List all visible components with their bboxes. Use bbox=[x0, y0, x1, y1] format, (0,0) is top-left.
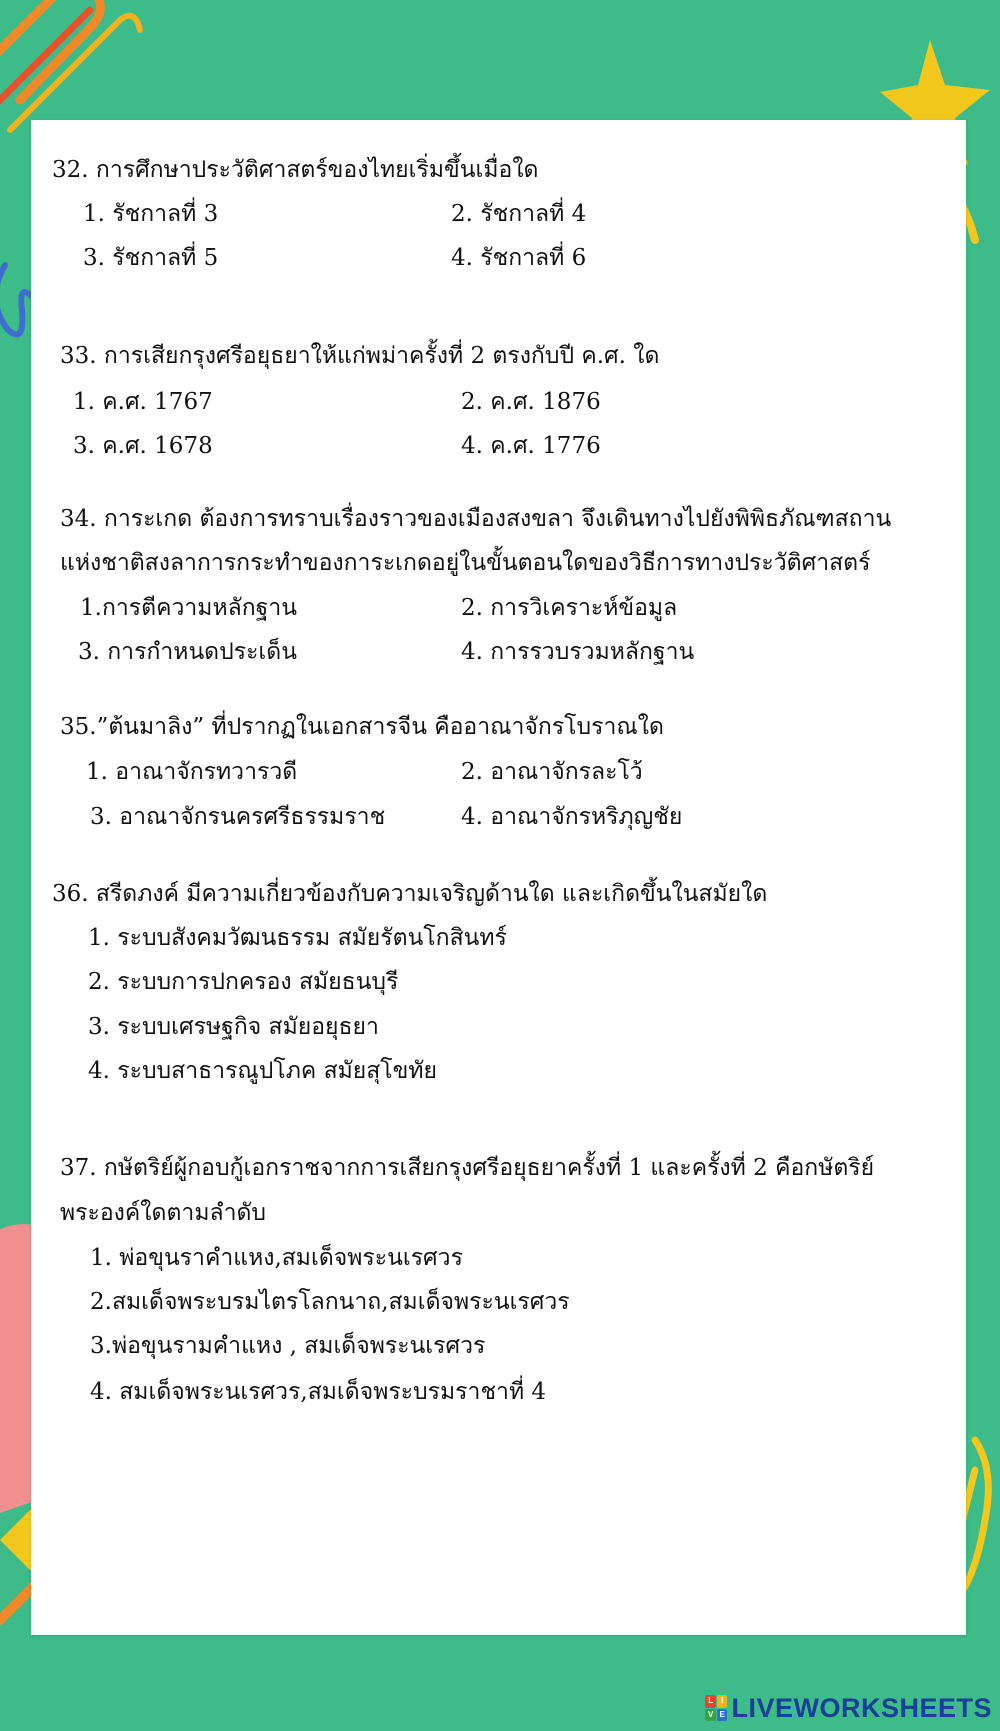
q33-option-1[interactable]: 1. ค.ศ. 1767 bbox=[73, 389, 213, 415]
q35-option-4[interactable]: 4. อาณาจักรหริภุญชัย bbox=[461, 804, 683, 830]
q36-option-1[interactable]: 1. ระบบสังคมวัฒนธรรม สมัยรัตนโกสินทร์ bbox=[88, 925, 507, 951]
question-37-line-1: 37. กษัตริย์ผู้กอบกู้เอกราชจากการเสียกรุงศรีอยุธยาครั้งที่ 1 และครั้งที่ 2 คือกษัตริย์ bbox=[60, 1155, 875, 1181]
q37-option-4[interactable]: 4. สมเด็จพระนเรศวร,สมเด็จพระบรมราชาที่ 4 bbox=[90, 1379, 547, 1405]
q34-option-3[interactable]: 3. การกำหนดประเด็น bbox=[78, 639, 297, 665]
q35-option-3[interactable]: 3. อาณาจักรนครศรีธรรมราช bbox=[90, 804, 386, 830]
question-37-line-2: พระองค์ใดตามลำดับ bbox=[60, 1200, 267, 1226]
liveworksheets-branding[interactable] bbox=[705, 1691, 992, 1725]
q34-option-1[interactable]: 1.การตีความหลักฐาน bbox=[80, 595, 297, 621]
liveworksheets-logo-icon: L I V E bbox=[705, 1695, 727, 1721]
q32-option-1[interactable]: 1. รัชกาลที่ 3 bbox=[83, 201, 219, 227]
q36-option-4[interactable]: 4. ระบบสาธารณูปโภค สมัยสุโขทัย bbox=[88, 1058, 437, 1084]
question-33: 33. การเสียกรุงศรีอยุธยาให้แก่พม่าครั้งที่ 2 ตรงกับปี ค.ศ. ใด bbox=[60, 343, 660, 369]
q34-option-2[interactable]: 2. การวิเคราะห์ข้อมูล bbox=[461, 595, 678, 621]
q33-option-2[interactable]: 2. ค.ศ. 1876 bbox=[461, 389, 601, 415]
squiggle-decoration-left bbox=[0, 265, 35, 335]
q33-option-4[interactable]: 4. ค.ศ. 1776 bbox=[461, 433, 601, 459]
question-34-line-2: แห่งชาติสงลาการกระทำของการะเกดอยู่ในขั้นตอนใดของวิธีการทางประวัติศาสตร์ bbox=[60, 550, 871, 576]
q33-option-3[interactable]: 3. ค.ศ. 1678 bbox=[73, 433, 213, 459]
question-34-line-1: 34. การะเกด ต้องการทราบเรื่องราวของเมืองสงขลา จึงเดินทางไปยังพิพิธภัณฑสถาน bbox=[60, 506, 892, 532]
q35-option-1[interactable]: 1. อาณาจักรทวารวดี bbox=[86, 759, 298, 785]
q37-option-1[interactable]: 1. พ่อขุนราคำแหง,สมเด็จพระนเรศวร bbox=[90, 1245, 463, 1271]
q36-option-2[interactable]: 2. ระบบการปกครอง สมัยธนบุรี bbox=[88, 969, 399, 995]
q32-option-3[interactable]: 3. รัชกาลที่ 5 bbox=[83, 245, 219, 271]
q32-option-4[interactable]: 4. รัชกาลที่ 6 bbox=[451, 245, 587, 271]
q32-option-2[interactable]: 2. รัชกาลที่ 4 bbox=[451, 201, 587, 227]
q34-option-4[interactable]: 4. การรวบรวมหลักฐาน bbox=[461, 639, 695, 665]
question-36: 36. สรีดภงค์ มีความเกี่ยวข้องกับความเจริญด้านใด และเกิดขึ้นในสมัยใด bbox=[52, 881, 768, 907]
question-35: 35.”ต้นมาลิง” ที่ปรากฏในเอกสารจีน คืออาณาจักรโบราณใด bbox=[60, 714, 664, 740]
q37-option-2[interactable]: 2.สมเด็จพระบรมไตรโลกนาถ,สมเด็จพระนเรศวร bbox=[90, 1289, 570, 1315]
question-32: 32. การศึกษาประวัติศาสตร์ของไทยเริ่มขึ้นเมื่อใด bbox=[52, 157, 539, 183]
q36-option-3[interactable]: 3. ระบบเศรษฐกิจ สมัยอยุธยา bbox=[88, 1014, 379, 1040]
q35-option-2[interactable]: 2. อาณาจักรละโว้ bbox=[461, 759, 643, 785]
liveworksheets-label: LIVEWORKSHEETS bbox=[731, 1692, 992, 1723]
paperclip-decoration-top-left bbox=[0, 0, 140, 130]
q37-option-3[interactable]: 3.พ่อขุนรามคำแหง , สมเด็จพระนเรศวร bbox=[90, 1333, 486, 1359]
